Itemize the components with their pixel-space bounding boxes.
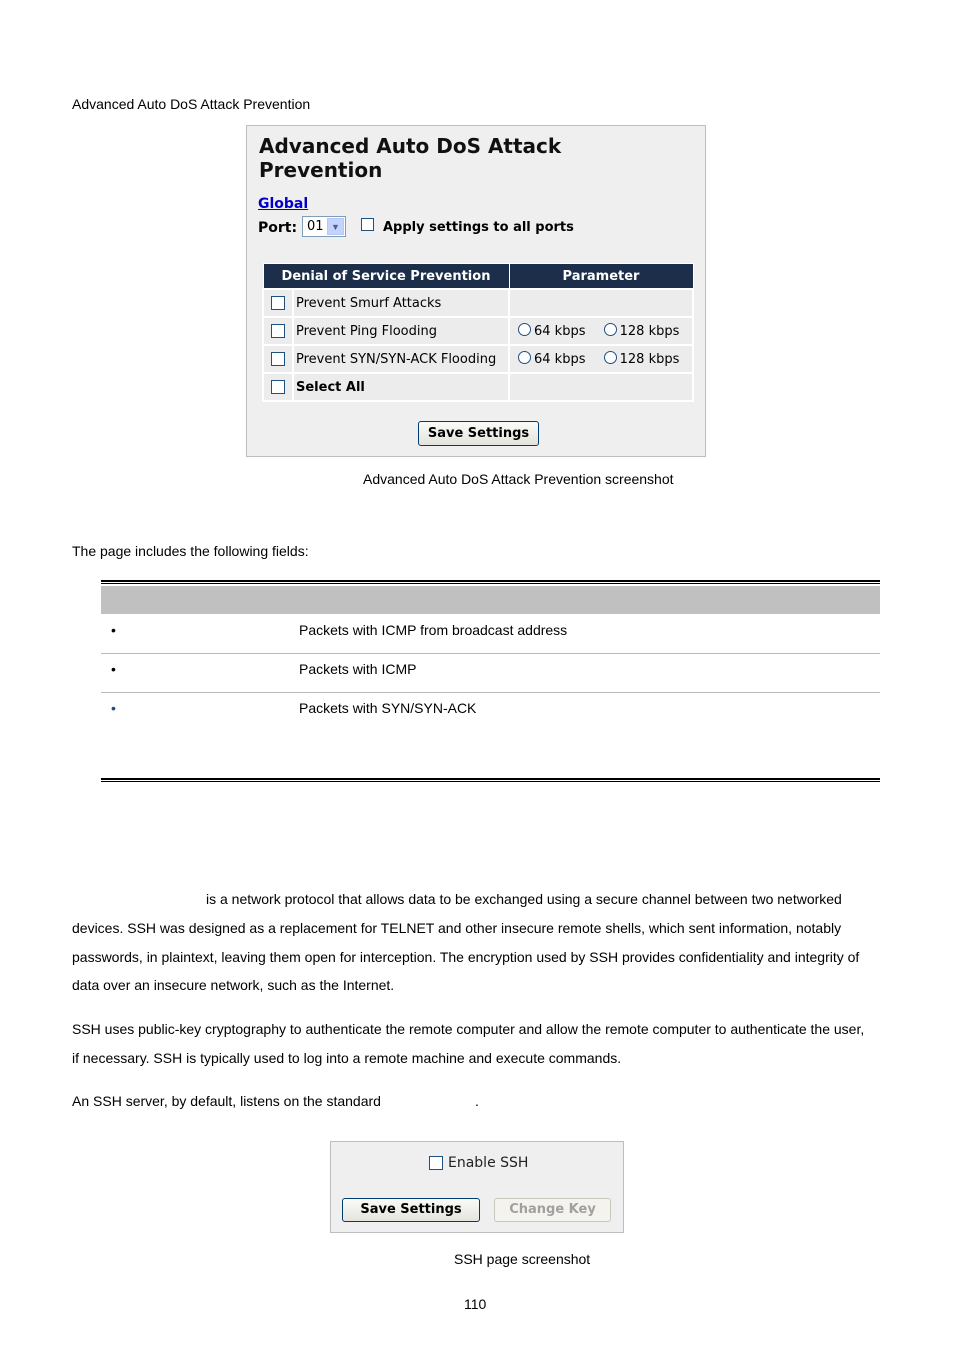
param-cell xyxy=(509,317,693,345)
bullet: • xyxy=(111,661,116,677)
table-row xyxy=(101,653,880,693)
row-label: Prevent Ping Flooding xyxy=(293,317,509,345)
ssh-paragraph-line: An SSH server, by default, listens on the standard xyxy=(72,1093,381,1109)
ssh-save-settings-button[interactable]: Save Settings xyxy=(342,1198,480,1222)
panel-title xyxy=(259,134,561,182)
ping-64-option[interactable]: 64 kbps xyxy=(518,324,585,339)
page-number: 110 xyxy=(464,1296,487,1312)
save-settings-button[interactable]: Save Settings xyxy=(418,421,539,446)
chevron-down-icon[interactable]: ▼ xyxy=(327,218,344,235)
smurf-checkbox[interactable] xyxy=(271,296,285,310)
ssh-paragraph-line: SSH uses public-key cryptography to authenticate the remote computer and allow the remote computer to authenticate the user, xyxy=(72,1021,865,1037)
ssh-paragraph-line: data over an insecure network, such as the Internet. xyxy=(72,977,395,993)
change-key-button[interactable]: Change Key xyxy=(494,1198,611,1222)
panel-title-line1: Advanced Auto DoS Attack xyxy=(259,134,562,158)
field-description: Packets with ICMP xyxy=(299,661,417,677)
fields-table-header xyxy=(101,586,880,614)
table-row xyxy=(101,614,880,654)
table-row xyxy=(263,317,693,345)
port-select[interactable] xyxy=(302,216,346,237)
ssh-paragraph-line: is a network protocol that allows data to be exchanged using a secure channel between two networked xyxy=(206,891,842,907)
select-all-label: Select All xyxy=(293,373,509,401)
enable-ssh-label: Enable SSH xyxy=(448,1155,529,1171)
dos-prevention-table xyxy=(262,263,694,402)
fields-intro: The page includes the following fields: xyxy=(72,543,309,559)
radio-button[interactable] xyxy=(518,351,531,364)
bullet: • xyxy=(111,700,116,716)
ping-flood-checkbox[interactable] xyxy=(271,324,285,338)
ssh-paragraph-line: passwords, in plaintext, leaving them open for interception. The encryption used by SSH provides confidentiality and integrity of xyxy=(72,949,860,965)
table-header-row xyxy=(263,264,693,290)
param-cell-empty xyxy=(509,373,693,401)
ping-128-option[interactable]: 128 kbps xyxy=(604,324,680,339)
ssh-paragraph-line: devices. SSH was designed as a replacement for TELNET and other insecure remote shells, which sent information, notably xyxy=(72,920,842,936)
field-description: Packets with SYN/SYN-ACK xyxy=(299,700,477,716)
syn-flood-checkbox[interactable] xyxy=(271,352,285,366)
table-row xyxy=(263,373,693,401)
section-caption: Advanced Auto DoS Attack Prevention xyxy=(72,96,311,112)
table-row xyxy=(263,345,693,373)
param-cell xyxy=(509,345,693,373)
apply-all-label: Apply settings to all ports xyxy=(383,220,574,235)
table-row xyxy=(101,692,880,778)
syn-64-option[interactable]: 64 kbps xyxy=(518,352,585,367)
ssh-paragraph-end: . xyxy=(475,1093,479,1109)
panel-title-line2: Prevention xyxy=(259,158,383,182)
select-all-checkbox[interactable] xyxy=(271,380,285,394)
radio-button[interactable] xyxy=(518,323,531,336)
table-top-rule xyxy=(101,580,880,584)
apply-all-checkbox[interactable] xyxy=(361,218,374,231)
radio-button[interactable] xyxy=(604,351,617,364)
syn-128-option[interactable]: 128 kbps xyxy=(604,352,680,367)
dos-prevention-panel xyxy=(246,125,706,457)
bullet: • xyxy=(111,622,116,638)
table-bottom-rule xyxy=(101,778,880,782)
table-row xyxy=(263,289,693,317)
ssh-panel xyxy=(330,1141,624,1233)
port-select-value: 01 xyxy=(307,219,324,234)
enable-ssh-checkbox[interactable] xyxy=(429,1156,443,1170)
radio-button[interactable] xyxy=(604,323,617,336)
col-header-parameter: Parameter xyxy=(509,264,693,290)
global-link[interactable]: Global xyxy=(258,196,309,212)
field-description: Packets with ICMP from broadcast address xyxy=(299,622,568,638)
ssh-paragraph-line: if necessary. SSH is typically used to log into a remote machine and execute commands. xyxy=(72,1050,622,1066)
figure2-caption: SSH page screenshot xyxy=(454,1251,591,1267)
row-label: Prevent Smurf Attacks xyxy=(293,289,509,317)
port-label: Port: xyxy=(258,220,298,236)
col-header-prevention: Denial of Service Prevention xyxy=(263,264,509,290)
figure1-caption: Advanced Auto DoS Attack Prevention screenshot xyxy=(363,471,674,487)
row-label: Prevent SYN/SYN-ACK Flooding xyxy=(293,345,509,373)
param-cell-empty xyxy=(509,289,693,317)
